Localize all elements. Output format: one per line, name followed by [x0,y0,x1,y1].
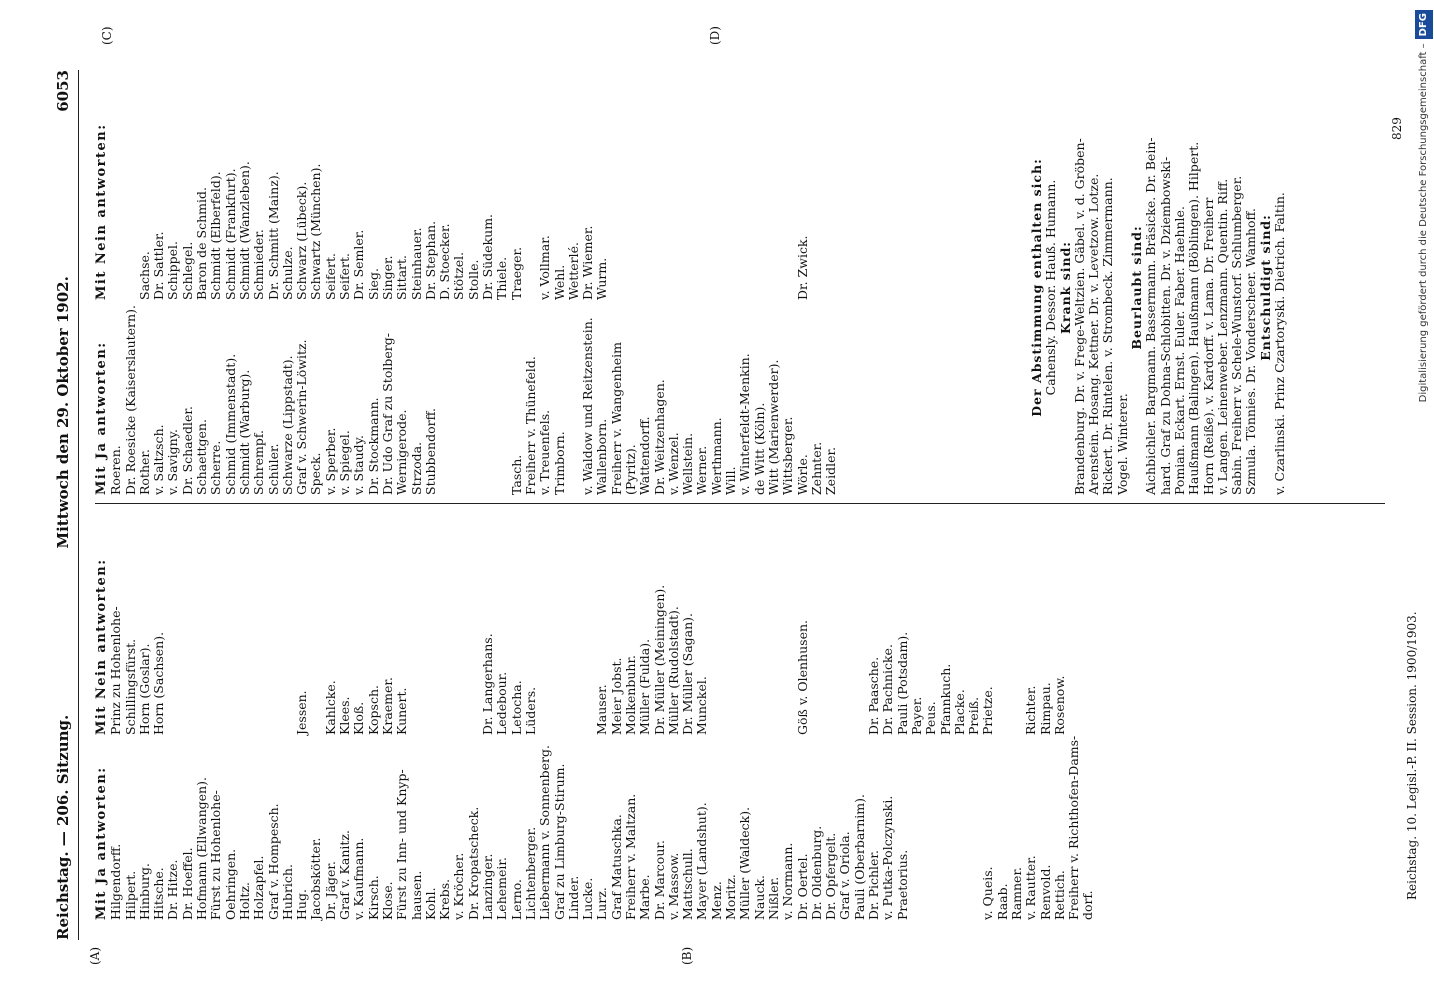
list-item [738,558,752,735]
list-item: Ramner. [1009,866,1024,920]
list-item: Pomian. Eckart. Ernst. Euler. Faber. Haehnle. [1171,206,1187,495]
margin-marker-a: (A) [88,946,102,965]
list-item: Dr. Opfergelt. [823,832,839,920]
list-item: Werner. [694,445,710,495]
list-item: v. Spiegel. [337,430,353,495]
list-item: (Pyritz). [622,444,638,495]
list-item: Thiele. [494,256,510,300]
list-item: Dr. Hoeffel. [179,847,195,920]
list-item: Schaettgen. [194,419,210,495]
list-item: v. Sperber. [322,427,338,495]
list-item: Graf v. Schwerin-Löwitz. [294,339,310,495]
list-item: Mayer (Landshut). [694,802,710,920]
column-4 [95,123,810,300]
list-item [238,558,252,735]
list-item: Rosenow. [1051,675,1067,735]
list-item: Dr. Oertel. [794,853,810,920]
list-item: Schwartz (München). [308,163,324,300]
header-left: Reichstag. — 206. Sitzung. [54,714,72,940]
list-item: Graf v. Hompesch. [265,803,281,920]
list-item: Nißler. [765,876,781,920]
list-item: v. Rautter. [1023,855,1039,920]
list-item: Dr. Schmitt (Mainz). [265,171,281,300]
list-item [224,558,238,735]
list-item: Payer. [908,696,924,735]
list-item [481,305,495,495]
list-item: Hofmann (Ellwangen). [194,777,210,920]
list-item: Schippel. [165,241,181,300]
list-item: hausen. [408,870,424,920]
list-item: Steinhauer. [408,227,424,300]
list-item: Graf Matuschka. [608,814,624,920]
list-item [767,558,781,735]
abstain-heading: Der Abstimmung enthalten sich: [1029,158,1044,417]
list-item [810,558,824,735]
list-item: Wörle. [794,454,810,495]
list-item [438,558,452,735]
list-item [267,558,281,735]
list-item [695,123,709,300]
list-item: Menz. [708,881,724,920]
margin-marker-d: (D) [708,26,722,45]
list-item: v. Waldow und Reitzenstein. [580,317,596,495]
list-item: Dr. Oldenburg. [808,825,824,920]
list-item: Holzapfel. [251,855,267,920]
list-item [424,558,438,735]
list-item: Scherre. [208,440,224,495]
list-item: Will. [723,466,739,495]
list-item: Schmieder. [251,229,267,300]
column-2 [95,558,1067,735]
list-item [753,123,767,300]
list-item [967,736,981,920]
list-item: Richter. [1023,685,1039,735]
list-item [638,123,652,300]
leave-heading: Beurlaubt sind: [1129,225,1145,350]
list-item: Wittsberger. [780,416,796,495]
list-item [524,123,538,300]
list-item: Zeidler. [823,446,839,495]
list-item: Stolle. [465,259,481,300]
list-item: Dr. Kropatscheck. [465,806,481,920]
list-item: Rickert. Dr. Rintelen. v. Strombeck. Zimmermann. [1100,177,1116,495]
list-item: Prinz zu Hohenlohe- [108,606,124,735]
list-item: Wallenborn. [594,418,610,495]
list-item: v. Queis. [980,866,996,920]
list-item: Dr. Roesicke (Kaiserslautern). [122,305,138,495]
list-item: Dr. Südekum. [480,213,496,300]
list-item [910,736,924,920]
list-item: Trimborn. [551,431,567,495]
list-item: v. Czarlinski. Prinz Czartoryski. Dietrich. Faltin. [1272,192,1288,495]
list-item: Rimpau. [1037,682,1053,735]
list-item: Zehnter. [808,441,824,495]
list-item: Speck. [308,452,324,495]
list-item: Graf v. Oriola. [837,831,853,920]
list-item: Dr. Weitzenhagen. [651,379,667,495]
list-item [567,305,581,495]
list-item: Haußmann (Balingen). Haußmann (Böblingen). Hilpert. [1186,141,1202,495]
list-item: Hitsche. [151,867,167,920]
list-item: Dr. Hitze. [165,859,181,920]
page-footer: Reichstag. 10. Legisl.-P. II. Session. 1900/1903. [1405,611,1419,900]
list-item [438,305,452,495]
list-item [495,305,509,495]
list-item: Schlegel. [179,241,195,300]
footer-page-number: 829 [1390,117,1404,140]
list-item: Schillingsfürst. [122,638,138,735]
dfg-credit-text: Digitalisierung gefördert durch die Deutsche Forschungsgemeinschaft – [1418,43,1429,403]
list-item [109,123,123,300]
list-item: Mauser. [594,684,610,735]
list-item: Schrempf. [251,430,267,495]
list-item: Schmidt (Elberfeld). [208,171,224,300]
list-item: Roeren. [108,445,124,495]
list-item: Schwarze (Lippstadt). [279,355,295,495]
list-item: Molkenbuhr. [622,654,638,735]
list-item: Wellstein. [680,432,696,495]
leave-list [1144,80,1258,495]
list-item: Hinburg. [136,863,152,920]
list-item: Peus. [923,701,939,735]
list-item: Wernigerode. [394,409,410,495]
list-item: Dr. Jäger. [322,860,338,920]
list-item: Dr. Müller (Meiningen). [651,584,667,735]
list-item: Hubrich. [279,864,295,920]
list-item [724,123,738,300]
list-item: v. Langen. Leinenweber. Lenzmann. Quentin. Riff. [1214,178,1230,495]
list-item: Fürst zu Hohenlohe- [208,790,224,920]
list-item: Seifert. [337,253,353,300]
header-date: Mittwoch den 29. Oktober 1902. [54,276,72,549]
list-item [753,558,767,735]
name-list [109,123,810,300]
list-item [281,558,295,735]
list-item [738,123,752,300]
list-item: Tasch. [508,454,524,495]
column-heading: Mit Nein antworten: [94,558,109,735]
name-list [109,305,838,495]
list-item: Lehemeir. [494,857,510,920]
list-item [181,558,195,735]
list-item: Vogel. Winterer. [1114,393,1130,495]
list-item: Liebermann v. Sonnenberg. [537,745,553,920]
list-item: Dr. Semler. [351,229,367,300]
list-item: v. Putka-Polczynski. [880,795,896,920]
list-item: Dr. Stockmann. [365,397,381,495]
list-item: Singer. [379,255,395,300]
list-item: Jacobskötter. [308,837,324,920]
list-item: Holtz. [236,881,252,920]
list-item: Kraemer. [379,677,395,735]
list-item: Horn (Reiße). v. Kardorff. v. Lama. Dr. Freiherr [1200,197,1216,495]
sick-list [1073,80,1130,495]
list-item: Prietze. [980,686,996,735]
list-item [996,558,1010,735]
list-item [924,736,938,920]
margin-marker-b: (B) [680,946,694,965]
list-item [195,558,209,735]
list-item [124,123,138,300]
list-item: Hilpert. [122,870,138,920]
list-item [710,123,724,300]
list-item: Praetorius. [894,849,910,920]
list-item: Lanzinger. [480,853,496,920]
list-item: v. Massow. [665,852,681,920]
list-item: Jessen. [294,690,310,735]
list-item [467,305,481,495]
list-item: Placke. [951,689,967,735]
name-list [109,736,1095,920]
list-item: Moritz. [723,874,739,920]
abstain-names: Cahensly. Dessor. Hauß. Humann. [1043,179,1059,396]
list-item: Renvold. [1037,864,1053,920]
list-item: Kopsch. [365,685,381,735]
list-item: Horn (Goslar). [136,643,152,735]
list-item [610,123,624,300]
list-item: Dr. Schaedler. [179,405,195,495]
dfg-logo: DFG [1415,10,1433,39]
list-item [553,558,567,735]
list-item: Strzoda. [408,441,424,495]
list-item: de Witt (Köln). [751,402,767,495]
list-item: Hug. [294,889,310,920]
list-item: Schmidt (Frankfurt). [222,168,238,300]
list-item: Dr. Langerhans. [480,633,496,735]
list-item: Fürst zu Inn- und Knyp- [394,769,410,920]
list-item: Hilgendorff. [108,843,124,920]
list-item [767,123,781,300]
page-header [54,70,76,940]
list-item: hard. Graf zu Dohna-Schlobitten. Dr. v. Dziembowski- [1157,156,1173,495]
list-item [653,123,667,300]
column-3 [95,305,838,495]
list-item: Ledebour. [494,671,510,735]
status-section [1030,80,1287,495]
list-item [467,558,481,735]
list-item [781,123,795,300]
list-item [667,123,681,300]
list-item [781,558,795,735]
list-item: Wattendorff. [637,416,653,495]
list-item: Linder. [565,875,581,920]
list-item: Witt (Marienwerder). [765,359,781,495]
list-item: Sabin. Freiherr v. Schele-Wunstorf. Schlumberger. [1229,175,1245,495]
list-item: Lurz. [594,887,610,920]
list-item [252,558,266,735]
list-item: Sachse. [136,251,152,300]
list-item: Preiß. [966,696,982,735]
list-item: Wetterlé. [565,241,581,300]
list-item: v. Savigny. [165,428,181,495]
list-item: Meier Jobst. [608,657,624,735]
list-item [410,558,424,735]
list-item: Letocha. [508,680,524,735]
list-item: Dr. Stephan. [422,220,438,300]
list-item: Szmula. Tönnies. Dr. Vonderscheer. Wamhoff. [1243,208,1259,495]
list-item: Marbe. [637,874,653,920]
list-item: v. Kröcher. [451,852,467,920]
list-item: Nauck. [751,875,767,920]
list-item: Müller (Fulda). [637,638,653,735]
list-item: Freiherr v. Richthofen-Dams- [1066,735,1082,920]
list-item: Aichbichler. Bargmann. Bassermann. Bräsicke. Dr. Bein- [1143,137,1159,495]
list-item [209,558,223,735]
list-item [309,558,323,735]
list-item: Freiherr v. Maltzan. [622,793,638,920]
list-item: Schmidt (Wanzleben). [236,161,252,300]
list-item: Klees. [337,696,353,735]
list-item: Dr. Udo Graf zu Stolberg- [379,333,395,495]
column-1 [95,736,1096,920]
list-item: Dr. Pachnicke. [880,644,896,735]
list-item [953,736,967,920]
column-heading: Mit Nein antworten: [94,123,109,300]
list-item: Traeger. [508,246,524,300]
list-item: Dr. Wiemer. [580,225,596,300]
list-item: Horn (Sachsen). [151,631,167,735]
column-heading: Mit Ja antworten: [94,341,109,495]
list-item: Lichtenberger. [522,826,538,920]
list-item: Müller (Rudolstadt). [665,606,681,735]
list-item: Kohl. [422,887,438,920]
list-item: Schmid (Immenstadt). [222,353,238,495]
list-item: Graf zu Limburg-Stirum. [551,763,567,920]
list-item: v. Treuenfels. [537,409,553,495]
list-item: Pfannkuch. [937,663,953,735]
list-item: Dr. Sattler. [151,231,167,300]
list-item: Sittart. [394,254,410,300]
list-item: Kunert. [394,687,410,735]
list-item [452,558,466,735]
list-item [166,558,180,735]
list-item [681,123,695,300]
list-item: Schmidt (Warburg). [236,369,252,495]
list-item: Graf v. Kanitz. [337,830,353,920]
list-item: Stubbendorff. [422,408,438,495]
list-item: Dr. Paasche. [866,656,882,735]
list-item [452,305,466,495]
list-item: Krebs. [437,878,453,920]
excused-heading: Entschuldigt sind: [1257,214,1273,361]
list-item [581,558,595,735]
list-item: Lerno. [508,878,524,920]
list-item [724,558,738,735]
list-item: Dr. Zwick. [794,235,810,300]
list-item: Munckel. [694,676,710,735]
list-item: Werthmann. [708,417,724,495]
list-item: v. Kaufmann. [351,837,367,920]
list-item: D. Stoecker. [437,223,453,300]
list-item: Raab. [994,883,1010,920]
list-item [853,558,867,735]
margin-marker-c: (C) [100,26,114,45]
list-item: Schulze. [279,246,295,300]
list-item [624,123,638,300]
list-item: Kirsch. [365,875,381,920]
list-item: Mattschull. [680,848,696,920]
sick-heading: Krank sind: [1057,241,1073,334]
list-item: Pauli (Oberbarnim). [851,793,867,920]
list-item: Schwarz (Lübeck). [294,181,310,300]
list-item: Rettich. [1051,870,1067,920]
list-item [1010,558,1024,735]
list-item: v. Normann. [780,842,796,920]
list-item: Müller (Waldeck). [737,806,753,920]
list-item [567,558,581,735]
list-item: Kloß. [351,701,367,735]
list-item [538,558,552,735]
list-item: Schüler. [265,443,281,495]
list-item: Kahlcke. [322,680,338,735]
header-rule [78,70,79,940]
list-item: Freiherr v. Wangenheim [608,342,624,495]
list-item: Lüders. [522,686,538,735]
list-item: Göß v. Olenhusen. [794,620,810,735]
list-item: Dr. Marcour. [651,840,667,920]
list-item: v. Saltzsch. [151,424,167,495]
list-item: Baron de Schmid. [194,187,210,300]
list-item: v. Vollmar. [537,235,553,300]
list-item: dorf. [1080,890,1096,920]
name-list [109,558,1067,735]
list-item: Brandenburg. Dr. v. Frege-Weltzien. Gäbel. v. d. Gröben- [1071,138,1087,495]
list-item: Dr. Müller (Sagan). [680,612,696,735]
column-heading: Mit Ja antworten: [94,766,109,920]
list-item: Rother. [136,449,152,495]
excused-list [1273,80,1287,495]
list-item: v. Staudy. [351,435,367,495]
list-item: Freiherr v. Thünefeld. [522,356,538,495]
list-item: Dr. Pichler. [866,849,882,920]
dfg-credit [1415,10,1433,990]
list-item: Wurm. [594,257,610,300]
header-page-number: 6053 [54,70,72,112]
list-item: Sieg. [365,268,381,300]
list-item: Klose. [379,881,395,920]
list-item [939,736,953,920]
list-item: Arenstein. Hosang. Kettner. Dr. v. Levetzow. Lotze. [1086,173,1102,495]
list-item: Stötzel. [451,251,467,300]
list-item [838,558,852,735]
list-item [710,558,724,735]
list-item: Pauli (Potsdam). [894,631,910,735]
list-item: Seifert. [322,253,338,300]
list-item [824,558,838,735]
list-item: Lucke. [580,877,596,920]
column-divider [95,503,1385,504]
list-item: v. Winterfeldt-Menkin. [737,353,753,495]
list-item: Wehl. [551,264,567,300]
list-item: Oehringen. [222,848,238,920]
list-item: v. Wenzel. [665,432,681,495]
